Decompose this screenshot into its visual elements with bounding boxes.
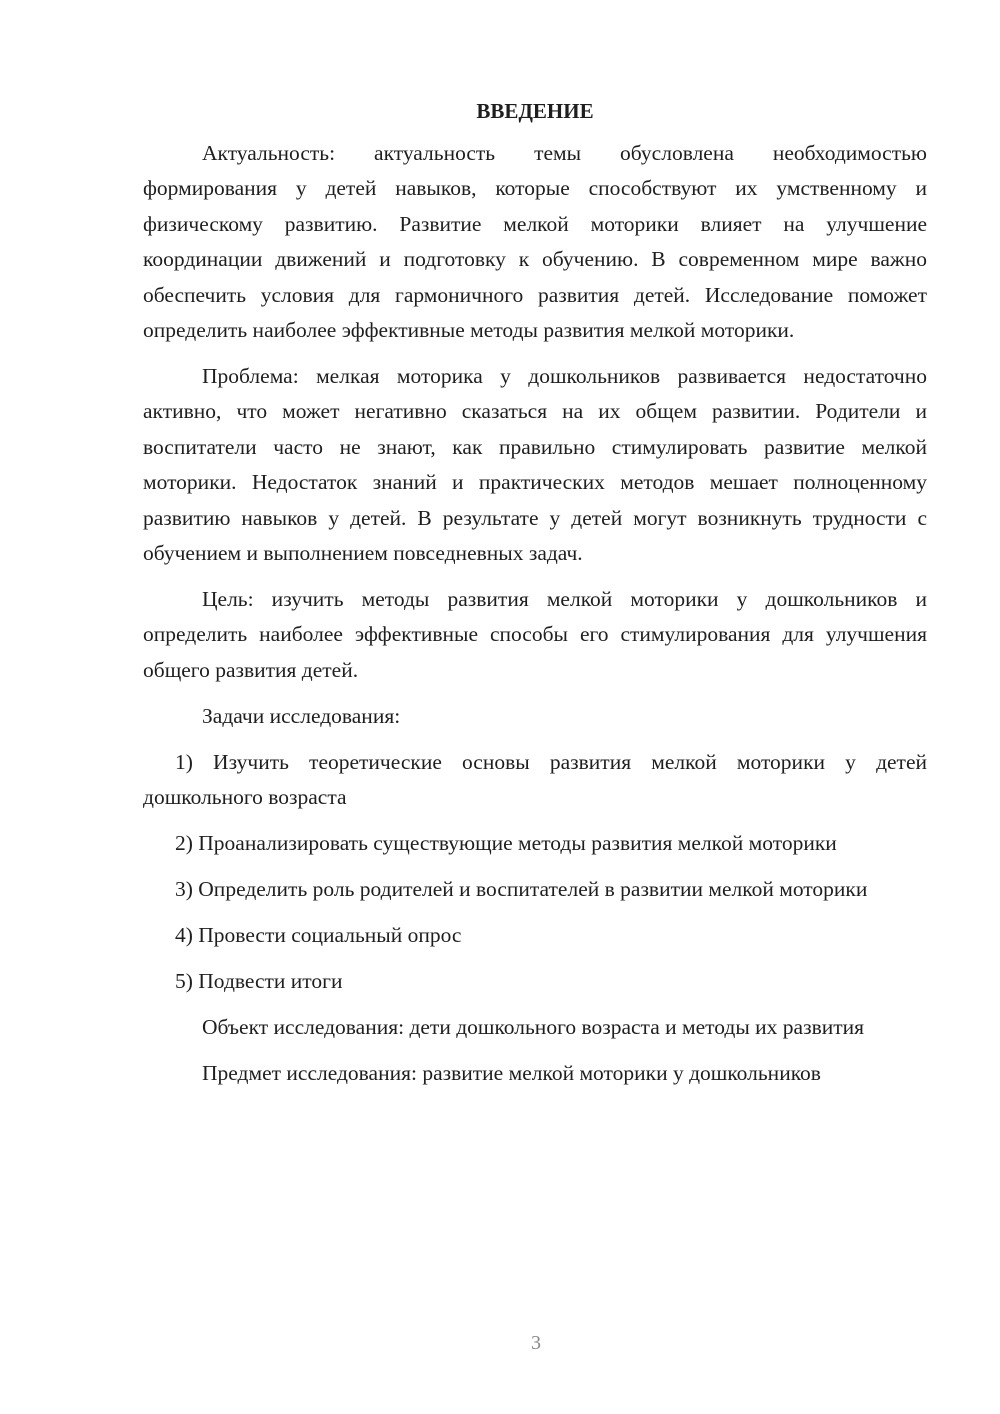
page-content (143, 96, 927, 1102)
goal-paragraph: Цель: изучить методы развития мелкой моторики у дошкольников и определить наиболее эффективные способы его стимулирования для улучшения общего развития детей. (143, 587, 927, 682)
task-item-1: 1) Изучить теоретические основы развития мелкой моторики у детей дошкольного возраста (143, 749, 927, 810)
tasks-heading: Задачи исследования: (202, 703, 401, 728)
relevance-paragraph: Актуальность: актуальность темы обусловлена необходимостью формирования у детей навыков, которые способствуют их умственному и физическому развитию. Развитие мелкой моторики влияет на улучшение координации движений и подготовку к обучению. В современном мире важно обеспечить условия для гармоничного развития детей. Исследование поможет определить наиболее эффективные методы развития мелкой моторики. (143, 141, 927, 343)
task-item-5: 5) Подвести итоги (175, 969, 343, 994)
research-subject-paragraph: Предмет исследования: развитие мелкой моторики у дошкольников (202, 1061, 821, 1086)
page-number: 3 (531, 1332, 541, 1354)
task-item-4: 4) Провести социальный опрос (175, 923, 462, 948)
section-title: ВВЕДЕНИЕ (476, 99, 594, 123)
research-object-paragraph: Объект исследования: дети дошкольного возраста и методы их развития (202, 1015, 865, 1040)
task-item-2: 2) Проанализировать существующие методы развития мелкой моторики (175, 831, 837, 856)
task-item-3: 3) Определить роль родителей и воспитателей в развитии мелкой моторики (175, 877, 868, 902)
problem-paragraph: Проблема: мелкая моторика у дошкольников развивается недостаточно активно, что может негативно сказаться на их общем развитии. Родители и воспитатели часто не знают, как правильно стимулировать развитие мелкой моторики. Недостаток знаний и практических методов мешает полноценному развитию навыков у детей. В результате у детей могут возникнуть трудности с обучением и выполнением повседневных задач. (143, 364, 927, 566)
